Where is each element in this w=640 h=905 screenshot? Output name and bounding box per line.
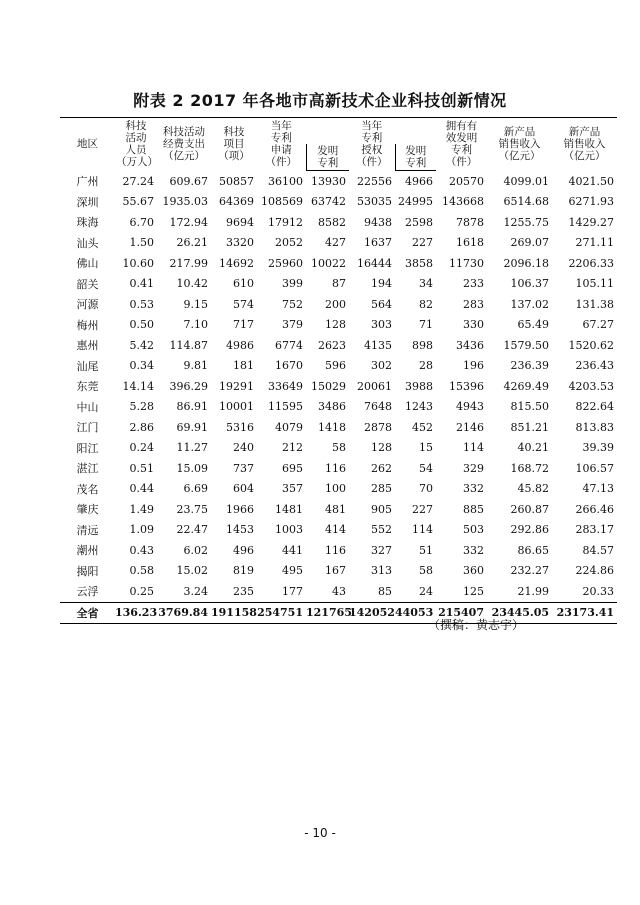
table-cell: 2096.18 — [503, 256, 549, 270]
table-cell: 105.11 — [575, 277, 614, 291]
table-cell: 240 — [233, 441, 254, 455]
table-cell: 22556 — [357, 174, 392, 188]
region-name: 广州 — [76, 175, 99, 188]
table-cell: 6774 — [275, 338, 303, 352]
table-cell: 813.83 — [575, 420, 614, 434]
region-name: 汕尾 — [76, 359, 99, 373]
table-row — [60, 294, 617, 315]
table-row — [60, 376, 617, 397]
table-cell: 695 — [282, 461, 303, 475]
table-cell: 3.24 — [183, 584, 208, 598]
table-cell: 1.50 — [129, 236, 154, 250]
region-name: 湛江 — [76, 462, 99, 476]
table-cell: 6.70 — [129, 215, 154, 229]
table-cell: 10.60 — [122, 256, 154, 270]
table-cell: 0.51 — [129, 461, 154, 475]
table-cell: 5.42 — [129, 338, 154, 352]
table-cell: 9438 — [364, 215, 392, 229]
table-cell: 271.11 — [575, 236, 614, 250]
table-row — [60, 561, 617, 582]
table-cell: 10.42 — [176, 277, 208, 291]
table-cell: 24995 — [398, 195, 433, 209]
header-projects: 科技 项目 （项） — [211, 118, 257, 171]
table-cell: 27.24 — [122, 174, 154, 188]
table-cell: 36100 — [268, 174, 303, 188]
table-cell: 0.41 — [129, 277, 154, 291]
table-cell: 47.13 — [582, 482, 614, 496]
table-cell: 0.50 — [129, 318, 154, 332]
region-name: 茂名 — [76, 482, 99, 496]
table-cell: 100 — [325, 482, 346, 496]
table-cell: 69.91 — [176, 420, 208, 434]
table-cell: 495 — [282, 564, 303, 578]
region-name: 阳江 — [76, 441, 99, 455]
table-cell: 106.37 — [510, 277, 549, 291]
table-cell: 15396 — [449, 379, 484, 393]
table-cell: 360 — [463, 564, 484, 578]
table-cell: 11730 — [449, 256, 484, 270]
table-cell: 232.27 — [510, 564, 549, 578]
table-cell: 1243 — [405, 400, 433, 414]
table-cell: 254751 — [257, 602, 306, 624]
table-cell: 215407 — [436, 602, 487, 624]
region-name: 中山 — [76, 400, 99, 414]
table-cell: 9.81 — [183, 359, 208, 373]
table-row — [60, 438, 617, 459]
table-row — [60, 520, 617, 541]
table-cell: 194 — [371, 277, 392, 291]
table-cell: 23445.05 — [487, 602, 552, 624]
table-cell: 67.27 — [582, 318, 614, 332]
table-cell: 181 — [233, 359, 254, 373]
table-cell: 64369 — [219, 195, 254, 209]
table-cell: 2623 — [318, 338, 346, 352]
table-cell: 0.34 — [129, 359, 154, 373]
table-cell: 4135 — [364, 338, 392, 352]
table-cell: 212 — [282, 441, 303, 455]
table-cell: 10022 — [311, 256, 346, 270]
table-row — [60, 417, 617, 438]
table-cell: 34 — [419, 277, 433, 291]
table-cell: 6.69 — [183, 482, 208, 496]
table-body — [60, 171, 617, 624]
table-cell: 6.02 — [183, 543, 208, 557]
table-cell: 21.99 — [517, 584, 549, 598]
header-grant-invention: 发明 专利 — [395, 144, 436, 171]
table-cell: 262 — [371, 461, 392, 475]
table-cell: 196 — [463, 359, 484, 373]
table-cell: 496 — [233, 543, 254, 557]
table-row — [60, 356, 617, 377]
table-cell: 168.72 — [510, 461, 549, 475]
region-name: 韶关 — [76, 277, 99, 291]
table-cell: 0.58 — [129, 564, 154, 578]
table-cell: 0.53 — [129, 297, 154, 311]
table-cell: 128 — [325, 318, 346, 332]
region-name: 汕头 — [76, 236, 99, 250]
table-cell: 1520.62 — [568, 338, 614, 352]
table-cell: 227 — [412, 502, 433, 516]
table-cell: 1618 — [456, 236, 484, 250]
table-cell: 1453 — [226, 523, 254, 537]
table-cell: 136.23 — [115, 602, 157, 624]
table-cell: 329 — [463, 461, 484, 475]
table-cell: 503 — [463, 523, 484, 537]
table-cell: 28 — [419, 359, 433, 373]
table-cell: 63742 — [311, 195, 346, 209]
table-cell: 70 — [419, 482, 433, 496]
table-cell: 2206.33 — [568, 256, 614, 270]
page-number: - 10 - — [304, 826, 336, 840]
table-cell: 17912 — [268, 215, 303, 229]
table-cell: 5316 — [226, 420, 254, 434]
table-cell: 1935.03 — [162, 195, 208, 209]
table-row — [60, 499, 617, 520]
table-cell: 283.17 — [575, 523, 614, 537]
table-row — [60, 458, 617, 479]
table-row — [60, 335, 617, 356]
table-cell: 45.82 — [517, 482, 549, 496]
table-cell: 51 — [419, 543, 433, 557]
header-application-invention: 发明 专利 — [306, 144, 349, 171]
table-cell: 1966 — [226, 502, 254, 516]
table-cell: 815.50 — [510, 400, 549, 414]
table-cell: 15 — [419, 441, 433, 455]
table-cell: 414 — [325, 523, 346, 537]
table-cell: 4269.49 — [503, 379, 549, 393]
table-cell: 283 — [463, 297, 484, 311]
region-name: 肇庆 — [76, 503, 99, 517]
table-cell: 737 — [233, 461, 254, 475]
table-row — [60, 253, 617, 274]
table-cell: 227 — [412, 236, 433, 250]
table-cell: 8582 — [318, 215, 346, 229]
table-cell: 399 — [282, 277, 303, 291]
table-cell: 427 — [325, 236, 346, 250]
table-cell: 191158 — [211, 602, 257, 624]
table-cell: 15.09 — [176, 461, 208, 475]
table-cell: 327 — [371, 543, 392, 557]
region-name: 惠州 — [76, 339, 99, 353]
page-title: 附表 2 2017 年各地市高新技术企业科技创新情况 — [133, 91, 507, 110]
table-cell: 4966 — [405, 174, 433, 188]
table-cell: 285 — [371, 482, 392, 496]
table-cell: 6514.68 — [503, 195, 549, 209]
table-cell: 86.65 — [517, 543, 549, 557]
table-cell: 269.07 — [510, 236, 549, 250]
table-cell: 885 — [463, 502, 484, 516]
table-row — [60, 212, 617, 233]
table-cell: 609.67 — [169, 174, 208, 188]
table-row — [60, 581, 617, 602]
table-cell: 4986 — [226, 338, 254, 352]
region-name: 佛山 — [76, 257, 99, 271]
table-row — [60, 479, 617, 500]
table-cell: 1637 — [364, 236, 392, 250]
table-cell: 22.47 — [176, 523, 208, 537]
table-cell: 7878 — [456, 215, 484, 229]
table-cell: 224.86 — [575, 564, 614, 578]
region-name: 河源 — [76, 298, 99, 312]
table-cell: 53035 — [357, 195, 392, 209]
table-cell: 167 — [325, 564, 346, 578]
region-name: 全省 — [60, 602, 115, 624]
table-cell: 2052 — [275, 236, 303, 250]
table-cell: 4079 — [275, 420, 303, 434]
table-cell: 55.67 — [122, 195, 154, 209]
table-cell: 19291 — [219, 379, 254, 393]
region-name: 东莞 — [76, 380, 99, 394]
table-cell: 552 — [371, 523, 392, 537]
table-cell: 7.10 — [183, 318, 208, 332]
table-cell: 40.21 — [517, 441, 549, 455]
table-cell: 82 — [419, 297, 433, 311]
region-name: 深圳 — [76, 195, 99, 209]
table-cell: 604 — [233, 482, 254, 496]
table-cell: 58 — [332, 441, 346, 455]
table-cell: 2.86 — [129, 420, 154, 434]
table-cell: 24 — [419, 584, 433, 598]
table-cell: 313 — [371, 564, 392, 578]
table-row — [60, 192, 617, 213]
table-cell: 11.27 — [176, 441, 208, 455]
table-cell: 4099.01 — [503, 174, 549, 188]
table-cell: 905 — [371, 502, 392, 516]
region-name: 揭阳 — [76, 564, 99, 578]
table-cell: 330 — [463, 318, 484, 332]
table-cell: 114.87 — [169, 338, 208, 352]
table-cell: 302 — [371, 359, 392, 373]
table-cell: 1481 — [275, 502, 303, 516]
table-cell: 50857 — [219, 174, 254, 188]
table-cell: 137.02 — [510, 297, 549, 311]
table-cell: 233 — [463, 277, 484, 291]
table-cell: 1670 — [275, 359, 303, 373]
table-cell: 177 — [282, 584, 303, 598]
table-cell: 1255.75 — [503, 215, 549, 229]
table-cell: 1429.27 — [568, 215, 614, 229]
table-cell: 752 — [282, 297, 303, 311]
table-cell: 25960 — [268, 256, 303, 270]
table-cell: 3320 — [226, 236, 254, 250]
table-cell: 39.39 — [582, 441, 614, 455]
table-cell: 452 — [412, 420, 433, 434]
header-expense: 科技活动 经费支出 （亿元） — [157, 118, 211, 171]
table-cell: 217.99 — [169, 256, 208, 270]
table-cell: 71 — [419, 318, 433, 332]
table-cell: 85 — [378, 584, 392, 598]
table-cell: 1.49 — [129, 502, 154, 516]
table-cell: 3486 — [318, 400, 346, 414]
header-personnel: 科技 活动 人员 （万人） — [115, 118, 157, 171]
table-cell: 5.28 — [129, 400, 154, 414]
table-row — [60, 274, 617, 295]
table-cell: 7648 — [364, 400, 392, 414]
table-cell: 11595 — [268, 400, 303, 414]
table-cell: 20.33 — [582, 584, 614, 598]
region-name: 云浮 — [76, 585, 99, 599]
table-cell: 292.86 — [510, 523, 549, 537]
table-cell: 13930 — [311, 174, 346, 188]
table-cell: 396.29 — [169, 379, 208, 393]
table-cell: 26.21 — [176, 236, 208, 250]
region-name: 潮州 — [76, 544, 99, 558]
table-cell: 43 — [332, 584, 346, 598]
table-cell: 114 — [463, 441, 484, 455]
table-cell: 84.57 — [582, 543, 614, 557]
table-cell: 200 — [325, 297, 346, 311]
table-cell: 87 — [332, 277, 346, 291]
header-new-product-sales: 新产品 销售收入 （亿元） — [552, 118, 617, 171]
table-row — [60, 171, 617, 192]
table-cell: 3769.84 — [157, 602, 211, 624]
region-name: 清远 — [76, 523, 99, 537]
table-cell: 357 — [282, 482, 303, 496]
table-cell: 16444 — [357, 256, 392, 270]
table-cell: 116 — [325, 461, 346, 475]
table-cell: 819 — [233, 564, 254, 578]
table-cell: 260.87 — [510, 502, 549, 516]
table-cell: 33649 — [268, 379, 303, 393]
data-table — [60, 117, 617, 624]
table-cell: 14.14 — [122, 379, 154, 393]
table-cell: 2598 — [405, 215, 433, 229]
table-cell: 481 — [325, 502, 346, 516]
compiler-note: （撰稿：黄志宇） — [428, 618, 525, 632]
table-cell: 303 — [371, 318, 392, 332]
table-cell: 1418 — [318, 420, 346, 434]
table-cell: 108569 — [261, 195, 303, 209]
table-cell: 851.21 — [510, 420, 549, 434]
table-cell: 898 — [412, 338, 433, 352]
table-cell: 717 — [233, 318, 254, 332]
table-cell: 0.25 — [129, 584, 154, 598]
header-new-product-income: 新产品 销售收入 （亿元） — [487, 118, 552, 171]
table-cell: 564 — [371, 297, 392, 311]
table-cell: 0.43 — [129, 543, 154, 557]
table-cell: 114 — [412, 523, 433, 537]
table-cell: 44053 — [395, 602, 436, 624]
table-cell: 441 — [282, 543, 303, 557]
table-cell: 9694 — [226, 215, 254, 229]
total-row — [60, 602, 617, 624]
table-cell: 0.24 — [129, 441, 154, 455]
table-cell: 20061 — [357, 379, 392, 393]
table-cell: 121765 — [306, 602, 349, 624]
table-cell: 574 — [233, 297, 254, 311]
table-cell: 125 — [463, 584, 484, 598]
table-cell: 15029 — [311, 379, 346, 393]
table-cell: 131.38 — [575, 297, 614, 311]
table-cell: 4943 — [456, 400, 484, 414]
table-cell: 54 — [419, 461, 433, 475]
table-cell: 596 — [325, 359, 346, 373]
table-cell: 10001 — [219, 400, 254, 414]
table-cell: 3436 — [456, 338, 484, 352]
table-cell: 610 — [233, 277, 254, 291]
table-cell: 14692 — [219, 256, 254, 270]
table-cell: 1.09 — [129, 523, 154, 537]
table-cell: 65.49 — [517, 318, 549, 332]
table-cell: 235 — [233, 584, 254, 598]
region-name: 江门 — [76, 421, 99, 435]
table-cell: 142052 — [349, 602, 395, 624]
table-cell: 172.94 — [169, 215, 208, 229]
table-cell: 106.57 — [575, 461, 614, 475]
region-name: 珠海 — [76, 216, 99, 230]
table-cell: 236.43 — [575, 359, 614, 373]
table-cell: 86.91 — [176, 400, 208, 414]
table-cell: 4021.50 — [568, 174, 614, 188]
table-row — [60, 540, 617, 561]
table-row — [60, 315, 617, 336]
table-cell: 15.02 — [176, 564, 208, 578]
header-valid-invention-patents: 拥有有 效发明 专利 （件） — [436, 118, 487, 171]
table-cell: 23173.41 — [552, 602, 617, 624]
table-cell: 3858 — [405, 256, 433, 270]
table-cell: 143668 — [442, 195, 484, 209]
table-cell: 0.44 — [129, 482, 154, 496]
table-row — [60, 397, 617, 418]
table-cell: 332 — [463, 543, 484, 557]
table-row — [60, 233, 617, 254]
table-cell: 4203.53 — [568, 379, 614, 393]
table-cell: 9.15 — [183, 297, 208, 311]
table-cell: 2878 — [364, 420, 392, 434]
table-cell: 822.64 — [575, 400, 614, 414]
header-patent-applications: 当年 专利 申请 （件） — [257, 118, 306, 171]
table-cell: 2146 — [456, 420, 484, 434]
table-cell: 58 — [419, 564, 433, 578]
table-cell: 6271.93 — [568, 195, 614, 209]
table-cell: 3988 — [405, 379, 433, 393]
table-cell: 128 — [371, 441, 392, 455]
table-cell: 23.75 — [176, 502, 208, 516]
header-region: 地区 — [60, 118, 115, 171]
table-cell: 266.46 — [575, 502, 614, 516]
table-cell: 332 — [463, 482, 484, 496]
table-cell: 236.39 — [510, 359, 549, 373]
header-patent-grants: 当年 专利 授权 （件） — [349, 118, 395, 171]
table-cell: 379 — [282, 318, 303, 332]
table-cell: 116 — [325, 543, 346, 557]
region-name: 梅州 — [76, 318, 99, 332]
table-cell: 20570 — [449, 174, 484, 188]
table-cell: 1579.50 — [503, 338, 549, 352]
table-cell: 1003 — [275, 523, 303, 537]
